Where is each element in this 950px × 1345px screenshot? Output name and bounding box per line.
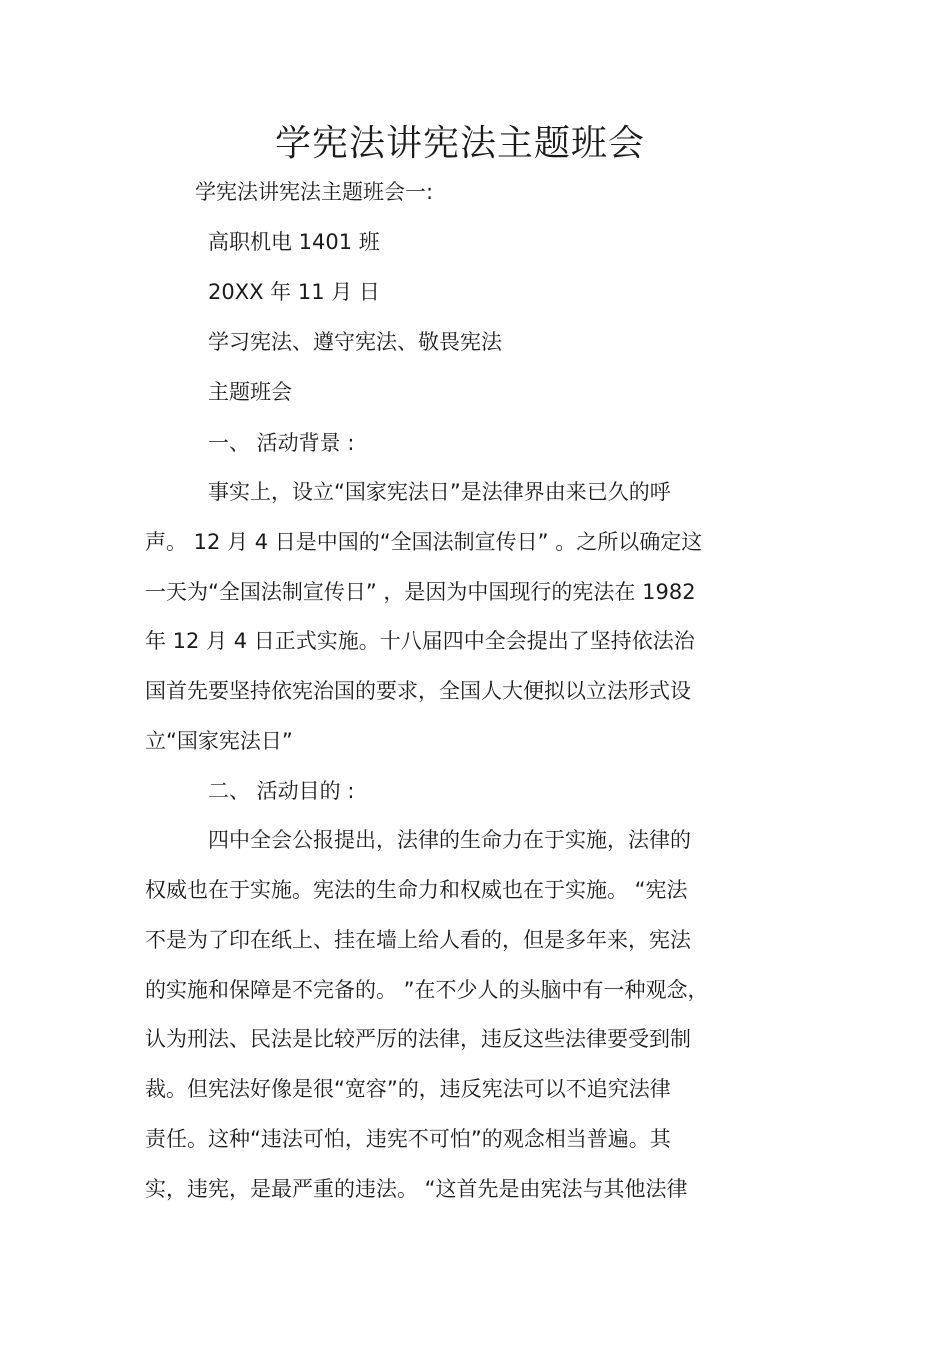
paragraph-line: 立“国家宪法日” (145, 729, 293, 753)
paragraph-line: 四中全会公报提出，法律的生命力在于实施，法律的 (208, 828, 691, 852)
meeting-type: 主题班会 (208, 380, 292, 404)
paragraph-line: 实，违宪，是最严重的违法。 “这首先是由宪法与其他法律 (145, 1177, 688, 1201)
paragraph-line: 不是为了印在纸上、挂在墙上给人看的，但是多年来，宪法 (145, 928, 691, 952)
paragraph-line: 认为刑法、民法是比较严厉的法律，违反这些法律要受到制 (145, 1027, 691, 1051)
paragraph-line: 的实施和保障是不完备的。 ”在不少人的头脑中有一种观念， (145, 978, 709, 1002)
topic: 学习宪法、遵守宪法、敬畏宪法 (208, 330, 502, 354)
paragraph-line: 裁。但宪法好像是很“宽容”的，违反宪法可以不追究法律 (145, 1077, 671, 1101)
paragraph-line: 年 12 月 4 日正式实施。十八届四中全会提出了坚持依法治 (145, 629, 695, 653)
paragraph-line: 权威也在于实施。宪法的生命力和权威也在于实施。 “宪法 (145, 878, 688, 902)
document-title: 学宪法讲宪法主题班会 (274, 123, 645, 164)
purpose-heading: 二、 活动目的 : (208, 779, 355, 803)
subtitle: 学宪法讲宪法主题班会一: (195, 180, 434, 204)
paragraph-line: 责任。这种“违法可怕，违宪不可怕”的观念相当普遍。其 (145, 1127, 671, 1151)
date: 20XX 年 11 月 日 (208, 280, 380, 304)
paragraph-line: 一天为“全国法制宣传日” ，是因为中国现行的宪法在 1982 (145, 580, 696, 604)
class-name: 高职机电 1401 班 (208, 230, 380, 254)
paragraph-line: 事实上，设立“国家宪法日”是法律界由来已久的呼 (208, 480, 671, 504)
paragraph-line: 声。 12 月 4 日是中国的“全国法制宣传日” 。之所以确定这 (145, 530, 703, 554)
paragraph-line: 国首先要坚持依宪治国的要求，全国人大便拟以立法形式设 (145, 679, 691, 703)
background-heading: 一、 活动背景 : (208, 431, 355, 455)
